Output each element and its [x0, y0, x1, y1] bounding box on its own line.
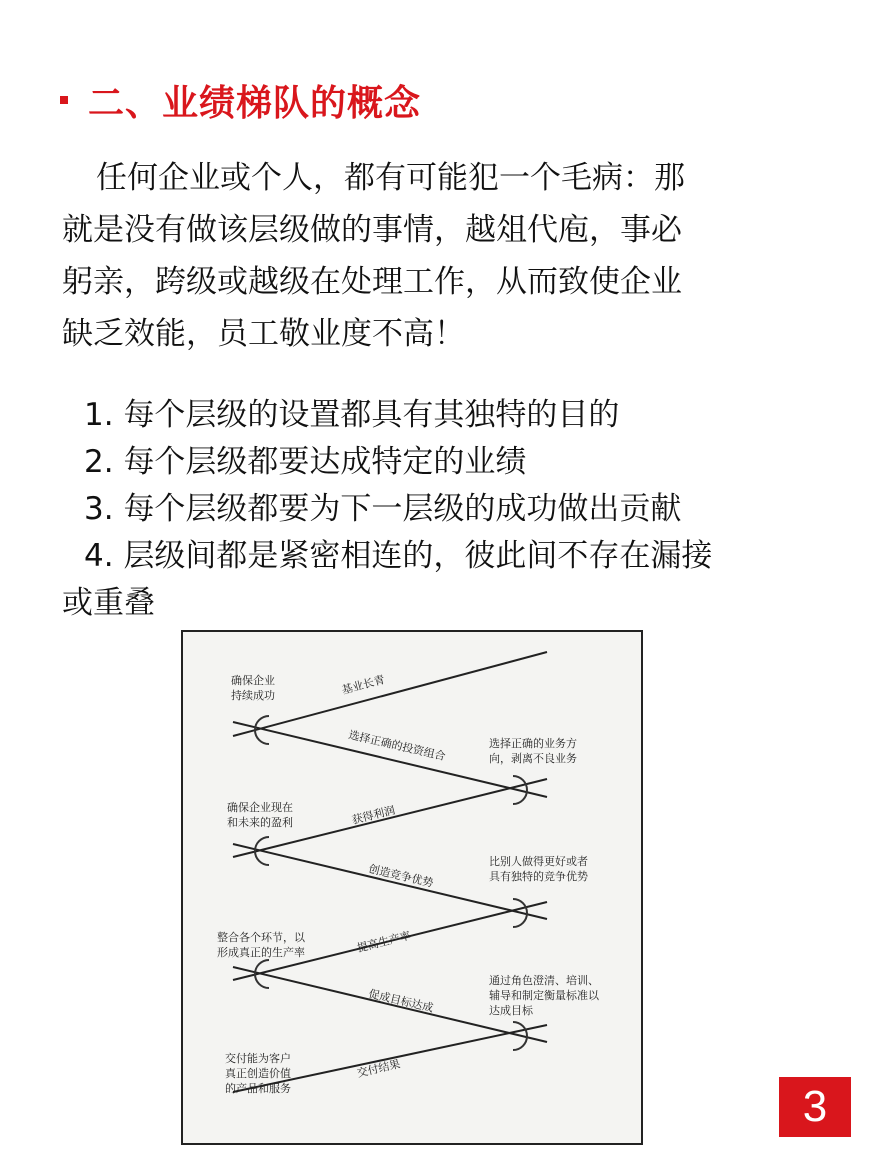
list-text: 每个层级的设置都具有其独特的目的: [123, 397, 620, 433]
list-item: [62, 533, 852, 580]
left-note: 持续成功: [231, 689, 275, 702]
list-number: 3.: [84, 491, 114, 527]
left-note: 的产品和服务: [225, 1082, 291, 1095]
right-note: 达成目标: [489, 1004, 533, 1017]
list-text: 每个层级都要为下一层级的成功做出贡献: [123, 491, 682, 527]
list-number: 4.: [84, 538, 114, 574]
principles-list: [62, 392, 852, 627]
performance-pipeline-figure: [181, 630, 643, 1145]
left-note: 和未来的盈利: [227, 816, 293, 829]
list-number: 2.: [84, 444, 114, 480]
paragraph-line: 任何企业或个人，都有可能犯一个毛病：那: [96, 160, 685, 196]
line-label: 提高生产率: [355, 928, 413, 955]
right-note: 比别人做得更好或者: [489, 855, 588, 868]
line-label: 获得利润: [350, 803, 397, 827]
list-item: [62, 486, 852, 533]
paragraph-line: 缺乏效能，员工敬业度不高！: [62, 316, 465, 352]
list-item-continuation: 或重叠: [62, 585, 155, 621]
left-note: 形成真正的生产率: [217, 946, 305, 959]
heading-title: 二、业绩梯队的概念: [88, 82, 422, 124]
left-note: 确保企业现在: [227, 801, 293, 814]
list-number: 1.: [84, 397, 114, 433]
right-note: 辅导和制定衡量标准以: [489, 989, 599, 1002]
section-heading: [60, 70, 421, 130]
left-note: 真正创造价值: [225, 1067, 291, 1080]
line-label: 交付结果: [355, 1057, 402, 1080]
list-text: 每个层级都要达成特定的业绩: [123, 444, 527, 480]
left-note: 交付能为客户: [225, 1052, 291, 1065]
line-label: 创造竞争优势: [367, 862, 435, 890]
right-note: 通过角色澄清、培训、: [489, 974, 599, 987]
list-item: [62, 392, 852, 439]
paragraph-line: 就是没有做该层级做的事情，越俎代庖，事必: [62, 212, 682, 248]
intro-paragraph: [62, 152, 822, 360]
page-number-badge: 3: [779, 1077, 851, 1137]
right-note: 选择正确的业务方: [489, 737, 577, 750]
line-label: 促成目标达成: [367, 987, 435, 1015]
right-note: 具有独特的竞争优势: [489, 870, 588, 883]
right-note: 向，剥离不良业务: [489, 752, 577, 765]
paragraph-line: 躬亲，跨级或越级在处理工作，从而致使企业: [62, 264, 682, 300]
line-label: 选择正确的投资组合: [347, 728, 447, 764]
zigzag-line: [233, 652, 547, 736]
list-text: 层级间都是紧密相连的，彼此间不存在漏接: [123, 538, 713, 574]
left-note: 整合各个环节，以: [217, 931, 305, 944]
list-item: [62, 439, 852, 486]
line-label: 基业长青: [340, 672, 387, 697]
left-note: 确保企业: [231, 674, 275, 687]
heading-bullet: [60, 96, 68, 104]
